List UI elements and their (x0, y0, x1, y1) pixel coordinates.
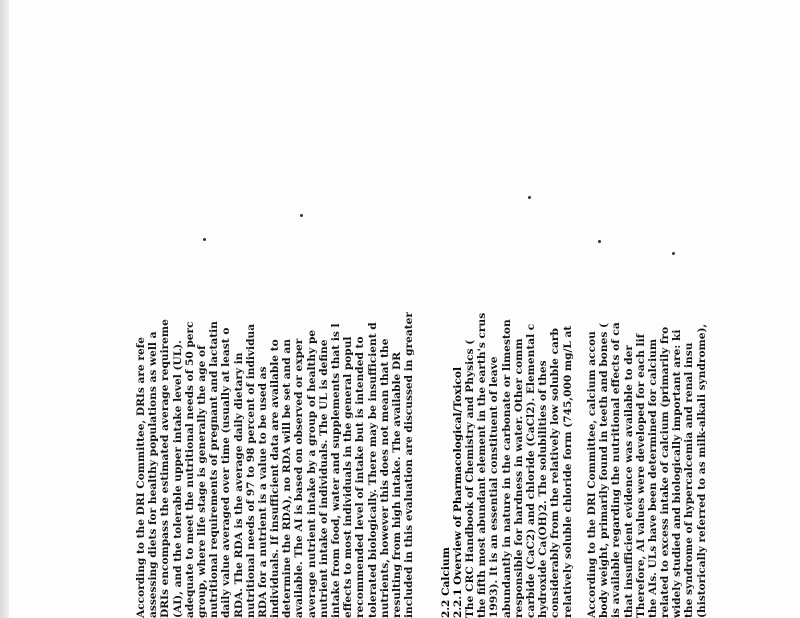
text-line: nutrients, however this does not mean that the (378, 338, 391, 618)
text-line: considerably from the relatively low soluble carb (549, 328, 562, 618)
rotated-text-block (135, 252, 795, 618)
text-line: adequate to meet the nutritional needs of 50 perc (183, 321, 196, 618)
text-line: that insufficient evidence was available to der (622, 345, 635, 618)
text-column (135, 252, 708, 618)
text-line: nutrient intake of individuals. The UL is define (317, 339, 330, 618)
text-line: group, where life stage is generally the age of (195, 345, 208, 618)
scan-speck (528, 196, 531, 199)
text-line: According to the DRI Committee, DRIs are refe (135, 337, 147, 618)
paragraph-gap (574, 252, 586, 618)
text-line: (historically referred to as milk-alkali syndrome), (695, 323, 708, 618)
text-line: relatively soluble chloride form (745,000 mg/L at (561, 325, 574, 618)
text-line: (AI), and the tolerable upper intake level (UL). (171, 340, 184, 618)
text-line: nutritional needs of 97 to 98 percent of individua (244, 323, 257, 618)
text-line: the syndrome of hypercalcemia and renal insu (683, 342, 696, 618)
text-line: individuals. If insufficient data are available to (269, 339, 282, 618)
text-line: DRIs encompass the estimated average requireme (159, 319, 172, 618)
text-line: body weight, primarily found in teeth and bones ( (598, 323, 611, 618)
text-line: assessing diets for healthy populations as well a (147, 331, 160, 618)
text-line: 1993). It is an essential constituent of leave (488, 356, 501, 618)
text-line: effects to most individuals in the general popul (342, 336, 355, 618)
text-line: RDA. The RDA is the average daily dietary in (232, 352, 245, 618)
text-line: responsible for hardness in water. Other comm (512, 338, 525, 618)
text-line: daily value averaged over time (usually at least o (220, 327, 233, 618)
text-line: the fifth most abundant element in the earth's crus (476, 312, 489, 618)
text-line: available. The AI is based on observed or exper (293, 338, 306, 618)
scan-speck (203, 238, 206, 241)
text-line: the AIs. ULs have been determined for calcium (646, 338, 659, 618)
text-line: average nutrient intake by a group of healthy pe (305, 329, 318, 618)
subsection-heading: 2.2.1 Overview of Pharmacological/Toxicol (451, 367, 464, 618)
text-line: hydroxide Ca(OH)2. The solubilities of thes (537, 360, 550, 618)
text-line: According to the DRI Committee, calcium accou (585, 331, 598, 618)
text-line: related to excess intake of calcium (primarily fro (659, 326, 672, 618)
text-line: resulting from high intake. The available DR (390, 352, 403, 618)
text-line: recommended level of intake but is intended to (354, 336, 367, 618)
text-line: tolerated biologically. There may be insufficient d (366, 322, 379, 618)
text-line: The CRC Handbook of Chemistry and Physics ( (464, 339, 477, 618)
text-line: carbide (CaC2) and chloride (CaCl2). Elemental c (525, 323, 537, 618)
text-line: RDA for a nutrient is a value to be used as (256, 366, 269, 618)
scan-speck (300, 214, 303, 217)
text-line: determine the RDA), no RDA will be set and an (281, 339, 294, 618)
text-line: nutritional requirements of pregnant and lactatin (208, 321, 221, 618)
text-line: widely studied and biologically important are: ki (671, 329, 684, 618)
scan-edge-shadow (0, 0, 9, 618)
text-line: intake from food, water and supplements that is l (330, 323, 342, 618)
scan-speck (598, 240, 601, 243)
paragraph-gap (415, 252, 427, 618)
section-heading: 2.2 Calcium (439, 547, 452, 618)
text-line: is available regarding the nutritional effects of ca (610, 322, 623, 618)
text-line: included in this evaluation are discussed in greater (403, 312, 416, 618)
text-line: abundantly in nature in the carbonate or limeston (500, 319, 513, 618)
paragraph-gap (428, 252, 440, 618)
text-line: Therefore, AI values were developed for each lif (634, 333, 647, 618)
